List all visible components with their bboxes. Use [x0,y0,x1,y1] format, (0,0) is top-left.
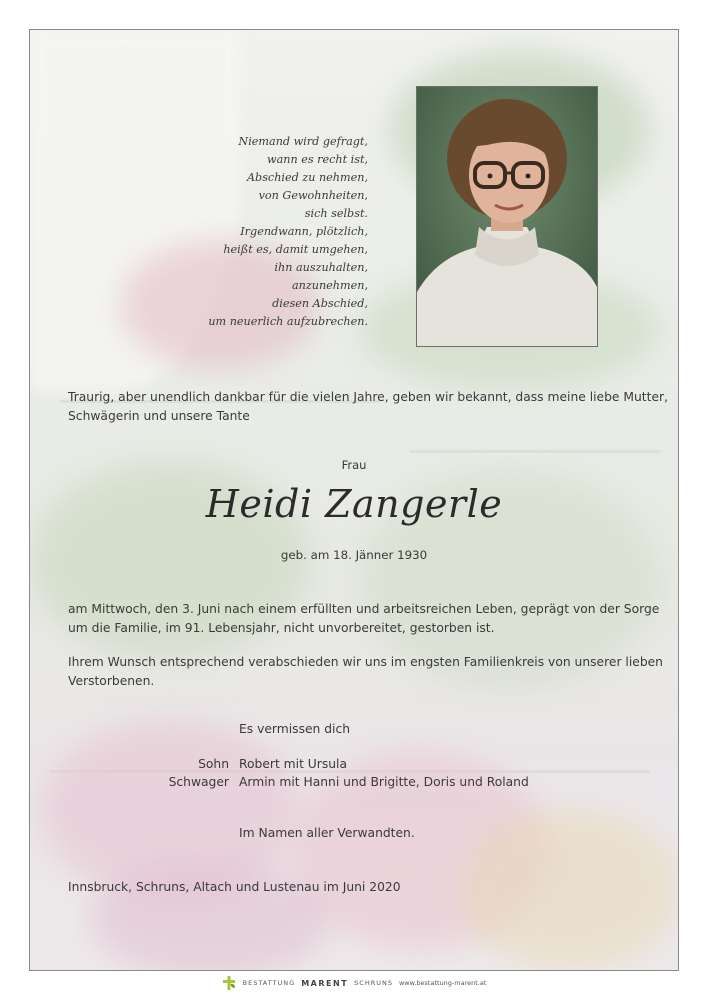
on-behalf-text: Im Namen aller Verwandten. [239,826,415,840]
salutation: Frau [341,458,367,472]
relative-names: Armin mit Hanni und Brigitte, Doris und Roland [239,775,529,789]
poem-line: von Gewohnheiten, [258,189,368,202]
portrait-illustration [417,87,597,346]
poem-line: Abschied zu nehmen, [246,171,368,184]
poem [128,133,368,331]
missed-by-heading: Es vermissen dich [239,722,351,736]
death-paragraph: am Mittwoch, den 3. Juni nach einem erfüllten und arbeitsreichen Leben, geprägt von der Sorge um die Familie, im 91. Lebensjahr, nicht unvorbereitet, gestorben ist. [68,602,660,635]
relative-role: Sohn [198,757,229,771]
place-date: Innsbruck, Schruns, Altach und Lustenau im Juni 2020 [68,880,401,894]
footer-website[interactable]: www.bestattung-marent.at [398,979,487,987]
farewell-paragraph: Ihrem Wunsch entsprechend verabschieden wir uns im engsten Familienkreis von unserer lieben Verstorbenen. [68,655,663,688]
poem-line: um neuerlich aufzubrechen. [208,315,368,328]
obituary-card [29,29,679,971]
poem-line: wann es recht ist, [267,153,368,166]
birth-date: geb. am 18. Jänner 1930 [280,548,428,562]
poem-line: Niemand wird gefragt, [238,135,368,148]
relative-row [30,757,678,775]
intro-text: Traurig, aber unendlich dankbar für die vielen Jahre, geben wir bekannt, dass meine liebe Mutter, Schwägerin und unsere Tante [68,390,668,423]
relative-names: Robert mit Ursula [239,757,348,771]
relative-row [30,775,678,793]
deceased-name: Heidi Zangerle [205,482,503,526]
footer-brand: BESTATTUNG [242,979,296,987]
footer-company-name: MARENT [301,978,349,988]
cross-leaf-icon [221,975,237,991]
relative-role: Schwager [168,775,229,789]
footer-location: SCHRUNS [354,979,393,987]
poem-line: diesen Abschied, [272,297,368,310]
portrait-photo [416,86,598,347]
poem-line: Irgendwann, plötzlich, [240,225,368,238]
poem-line: anzunehmen, [292,279,368,292]
relatives-list [30,757,678,793]
footer [0,972,707,994]
poem-line: heißt es, damit umgehen, [223,243,368,256]
poem-line: ihn auszuhalten, [274,261,368,274]
poem-line: sich selbst. [304,207,368,220]
